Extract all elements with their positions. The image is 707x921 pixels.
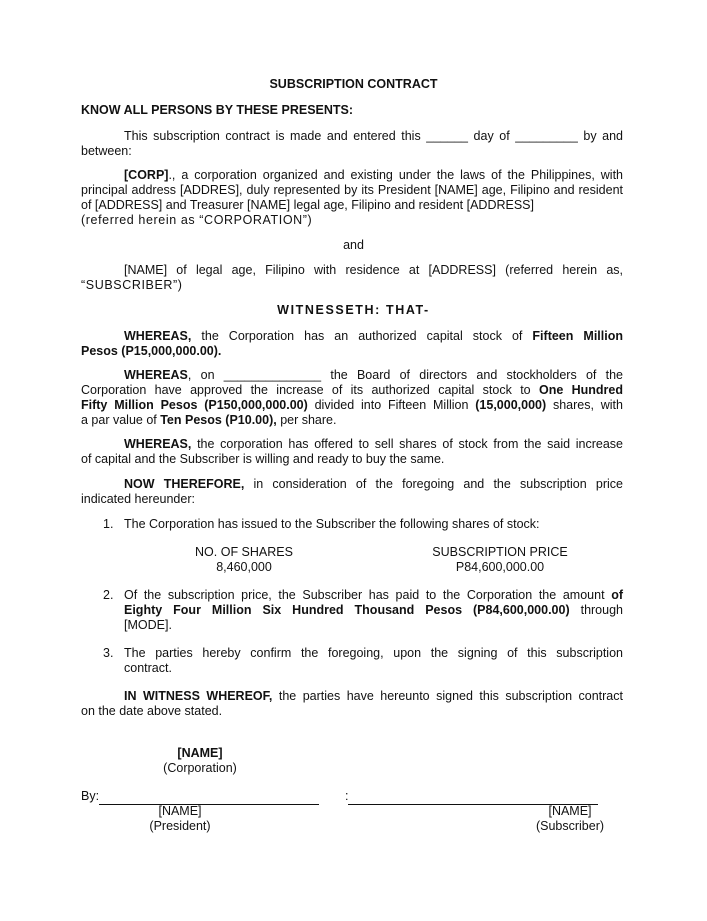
witnesseth-heading: WITNESSETH: THAT- — [277, 303, 430, 317]
whereas-clause-capital: WHEREAS, the Corporation has an authorized capital stock of Fifteen Million Pesos (P15,000,000.00). — [81, 329, 623, 358]
item-1-text: The Corporation has issued to the Subscriber the following shares of stock: — [124, 517, 540, 531]
price-column-value: P84,600,000.00 — [455, 560, 545, 574]
subscriber-name: [NAME] — [548, 804, 592, 818]
president-signature-block — [130, 804, 230, 834]
president-signature-line: By: — [81, 789, 319, 805]
subscriber-label: (Subscriber) — [535, 819, 605, 833]
subscriber-party-paragraph: [NAME] of legal age, Filipino with residence at [ADDRESS] (referred herein as, “SUBSCRIBER”) — [81, 263, 623, 292]
president-label: (President) — [149, 819, 211, 833]
shares-column-header: NO. OF SHARES — [195, 545, 293, 559]
shares-column — [170, 545, 318, 575]
corporation-party-paragraph: [CORP]., a corporation organized and existing under the laws of the Philippines, with principal address [ADDRES], duly represented by its President [NAME] age, Filipino and resident of [ADDRESS] and Treasurer [NAME] legal age, Filipino and resident [ADDRESS] (referred herein as “CORPORATION”) — [81, 168, 623, 227]
now-therefore-clause: NOW THEREFORE, in consideration of the foregoing and the subscription price indicated hereunder: — [81, 477, 623, 506]
item-3-number: 3. — [103, 646, 114, 660]
corporation-name: [NAME] — [177, 746, 223, 760]
in-witness-clause: IN WITNESS WHEREOF, the parties have hereunto signed this subscription contract on the date above stated. — [81, 689, 623, 718]
price-column-header: SUBSCRIPTION PRICE — [432, 545, 568, 559]
shares-column-value: 8,460,000 — [216, 560, 272, 574]
subscriber-signature-line: : — [345, 789, 598, 805]
price-column — [410, 545, 590, 575]
corporation-signature-block — [150, 746, 250, 776]
signature-line — [99, 789, 319, 805]
and-word: and — [343, 238, 364, 252]
item-1-number: 1. — [103, 517, 114, 531]
signature-line — [348, 789, 598, 805]
item-2-text: Of the subscription price, the Subscriber has paid to the Corporation the amount of Eighty Four Million Six Hundred Thousand Pesos (P84,600,000.00) through [MODE]. — [124, 588, 623, 632]
whereas-clause-offer: WHEREAS, the corporation has offered to sell shares of stock from the said increase of capital and the Subscriber is willing and ready to buy the same. — [81, 437, 623, 466]
president-name: [NAME] — [158, 804, 202, 818]
item-2-number: 2. — [103, 588, 114, 602]
intro-paragraph: This subscription contract is made and entered this ______ day of _________ by and between: — [81, 129, 623, 158]
subscriber-signature-block — [520, 804, 620, 834]
whereas-clause-increase: WHEREAS, on ______________ the Board of directors and stockholders of the Corporation have approved the increase of its authorized capital stock to One Hundred Fifty Million Pesos (P150,000,000.00) divided into Fifteen Million (15,000,000) shares, with a par value of Ten Pesos (P10.00), per share. — [81, 368, 624, 427]
preamble: KNOW ALL PERSONS BY THESE PRESENTS: — [81, 103, 354, 117]
item-3-text: The parties hereby confirm the foregoing, upon the signing of this subscription contract. — [124, 646, 623, 675]
corporation-label: (Corporation) — [163, 761, 237, 775]
document-title: SUBSCRIPTION CONTRACT — [269, 77, 438, 91]
